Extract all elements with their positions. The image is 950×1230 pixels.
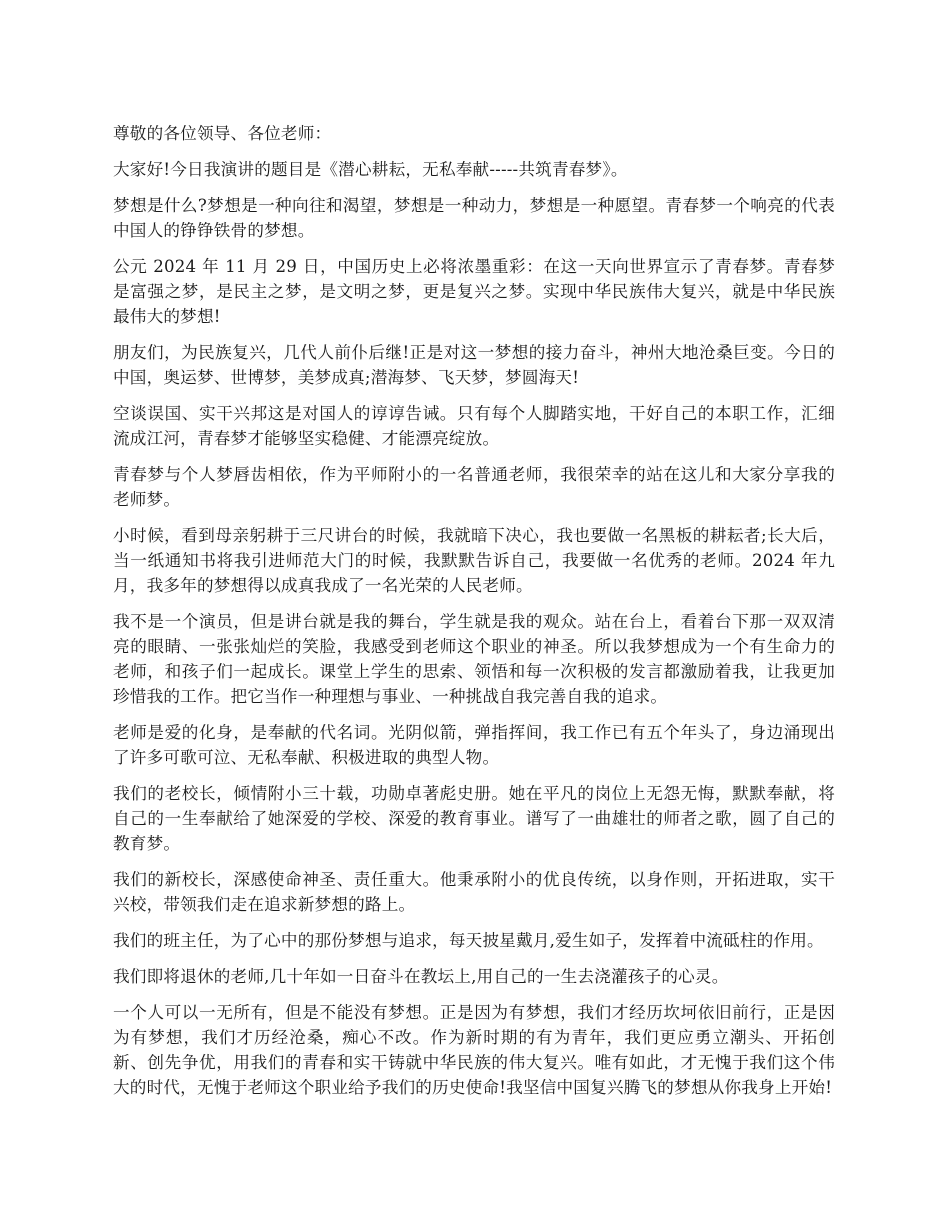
paragraph: 空谈误国、实干兴邦这是对国人的谆谆告诫。只有每个人脚踏实地，干好自己的本职工作，汇细流成江河，青春梦才能够坚实稳健、才能漂亮绽放。 — [113, 404, 835, 448]
paragraph-greeting: 大家好!今日我演讲的题目是《潜心耕耘，无私奉献-----共筑青春梦》。 — [113, 160, 628, 179]
paragraph: 公元 2024 年 11 月 29 日，中国历史上必将浓墨重彩：在这一天向世界宣示了青春梦。青春梦是富强之梦，是民主之梦，是文明之梦，更是复兴之梦。实现中华民族伟大复兴，就是中华民族最伟大的梦想! — [113, 257, 835, 326]
paragraph: 梦想是什么?梦想是一种向往和渴望，梦想是一种动力，梦想是一种愿望。青春梦一个响亮的代表中国人的铮铮铁骨的梦想。 — [113, 196, 835, 240]
paragraph: 小时候，看到母亲躬耕于三尺讲台的时候，我就暗下决心，我也要做一名黑板的耕耘者;长大后，当一纸通知书将我引进师范大门的时候，我默默告诉自己，我要做一名优秀的老师。2024 年九月，我多年的梦想得以成真我成了一名光荣的人民老师。 — [113, 526, 835, 595]
salutation: 尊敬的各位领导、各位老师： — [113, 124, 332, 143]
paragraph: 我不是一个演员，但是讲台就是我的舞台，学生就是我的观众。站在台上，看着台下那一双双清亮的眼睛、一张张灿烂的笑脸，我感受到老师这个职业的神圣。所以我梦想成为一个有生命力的老师，和孩子们一起成长。课堂上学生的思索、领悟和每一次积极的发言都激励着我，让我更加珍惜我的工作。把它当作一种理想与事业、一种挑战自我完善自我的追求。 — [113, 612, 835, 706]
paragraph-closing: 一个人可以一无所有，但是不能没有梦想。正是因为有梦想，我们才经历坎坷依旧前行，正是因为有梦想，我们才历经沧桑，痴心不改。作为新时期的有为青年，我们更应勇立潮头、开拓创新、创先争优，用我们的青春和实干铸就中华民族的伟大复兴。唯有如此，才无愧于我们这个伟大的时代，无愧于老师这个职业给予我们的历史使命!我坚信中国复兴腾飞的梦想从你我身上开始! — [113, 1003, 835, 1097]
paragraph: 我们即将退休的老师,几十年如一日奋斗在教坛上,用自己的一生去浇灌孩子的心灵。 — [113, 967, 729, 986]
paragraph: 我们的老校长，倾情附小三十载，功勋卓著彪史册。她在平凡的岗位上无怨无悔，默默奉献，将自己的一生奉献给了她深爱的学校、深爱的教育事业。谱写了一曲雄壮的师者之歌，圆了自己的教育梦。 — [113, 784, 835, 853]
paragraph: 我们的班主任，为了心中的那份梦想与追求，每天披星戴月,爱生如子，发挥着中流砥柱的作用。 — [113, 931, 824, 950]
document-body — [113, 121, 835, 1111]
paragraph: 老师是爱的化身，是奉献的代名词。光阴似箭，弹指挥间，我工作已有五个年头了，身边涌现出了许多可歌可泣、无私奉献、积极进取的典型人物。 — [113, 723, 835, 767]
paragraph: 青春梦与个人梦唇齿相依，作为平师附小的一名普通老师，我很荣幸的站在这儿和大家分享我的老师梦。 — [113, 465, 835, 509]
paragraph: 朋友们，为民族复兴，几代人前仆后继!正是对这一梦想的接力奋斗，神州大地沧桑巨变。今日的中国，奥运梦、世博梦，美梦成真;潜海梦、飞天梦，梦圆海天! — [113, 343, 835, 387]
paragraph: 我们的新校长，深感使命神圣、责任重大。他秉承附小的优良传统，以身作则，开拓进取，实干兴校，带领我们走在追求新梦想的路上。 — [113, 870, 835, 914]
